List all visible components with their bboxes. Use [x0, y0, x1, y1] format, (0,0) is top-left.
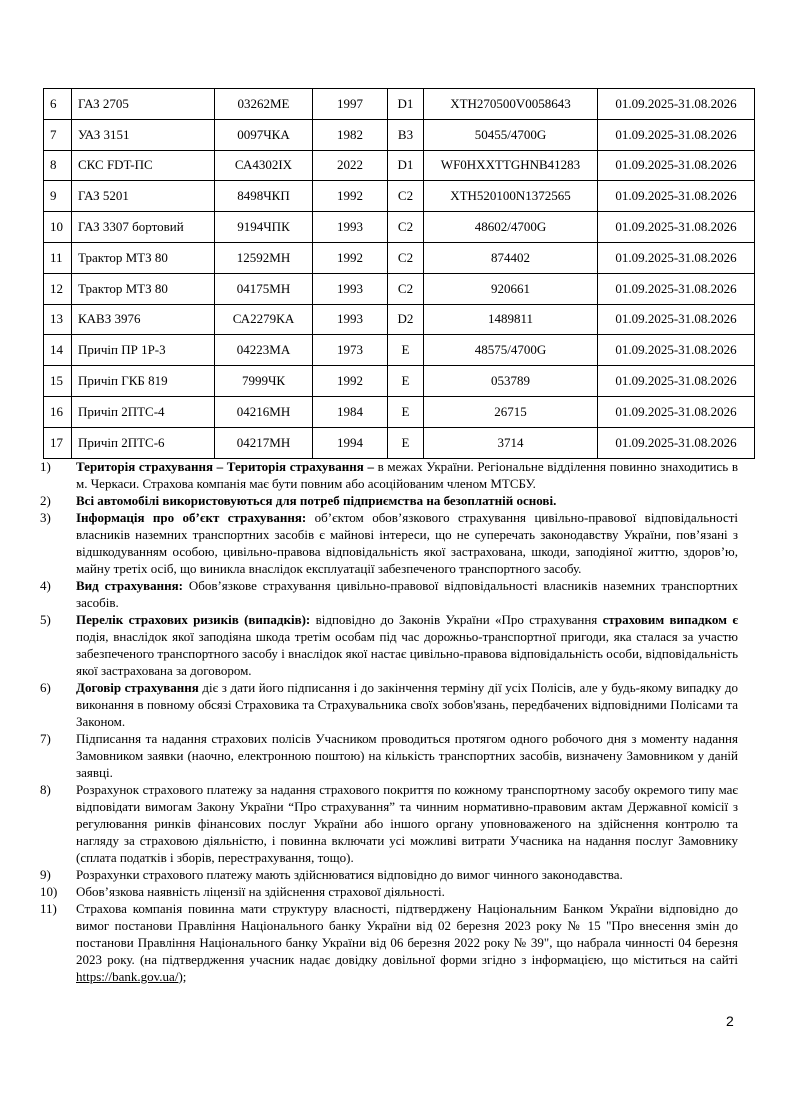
cell-vehicle-name: Причіп 2ПТС-6	[72, 427, 215, 458]
bank-link[interactable]: https://bank.gov.ua/	[76, 969, 179, 984]
note-number: 7)	[40, 731, 51, 746]
cell-plate: 04216МН	[215, 396, 313, 427]
cell-plate: 8498ЧКП	[215, 181, 313, 212]
cell-vehicle-name: ГАЗ 2705	[72, 89, 215, 120]
cell-period: 01.09.2025-31.08.2026	[598, 242, 755, 273]
cell-number: 15	[44, 366, 72, 397]
note-number: 8)	[40, 782, 51, 797]
cell-vin: 053789	[424, 366, 598, 397]
note-heading: Всі автомобілі використовуються для потреб підприємства на безоплатній основі.	[76, 493, 557, 508]
cell-vehicle-name: Причіп ГКБ 819	[72, 366, 215, 397]
table-row	[44, 89, 755, 120]
note-heading: Інформація про об’єкт страхування:	[76, 510, 307, 525]
cell-plate: 0097ЧКА	[215, 119, 313, 150]
note-number: 1)	[40, 459, 51, 474]
cell-category: E	[388, 396, 424, 427]
cell-category: C2	[388, 273, 424, 304]
table-row	[44, 273, 755, 304]
cell-period: 01.09.2025-31.08.2026	[598, 119, 755, 150]
note-text: Обов’язкова наявність ліцензії на здійснення страхової діяльності.	[76, 884, 445, 899]
cell-year: 1997	[313, 89, 388, 120]
cell-vehicle-name: СКС FDT-ПС	[72, 150, 215, 181]
note-text: відповідно до Законів України «Про страхування	[310, 612, 603, 627]
cell-vehicle-name: Трактор МТЗ 80	[72, 242, 215, 273]
note-number: 11)	[40, 901, 57, 916]
cell-vin: XTH520100N1372565	[424, 181, 598, 212]
cell-vin: 920661	[424, 273, 598, 304]
cell-vehicle-name: КАВЗ 3976	[72, 304, 215, 335]
note-text: );	[178, 969, 187, 984]
cell-vehicle-name: Причіп ПР 1Р-3	[72, 335, 215, 366]
note-number: 3)	[40, 510, 51, 525]
cell-category: E	[388, 427, 424, 458]
cell-category: C2	[388, 242, 424, 273]
table-row	[44, 366, 755, 397]
cell-year: 1993	[313, 212, 388, 243]
cell-category: D1	[388, 150, 424, 181]
note-number: 5)	[40, 612, 51, 627]
cell-category: D2	[388, 304, 424, 335]
cell-category: B3	[388, 119, 424, 150]
cell-period: 01.09.2025-31.08.2026	[598, 304, 755, 335]
note-heading: Вид страхування:	[76, 578, 183, 593]
note-text: діє з дати його підписання і до закінчення терміну дії усіх Полісів, але у будь-якому випадку до виконання в повному обсязі Страховика та Страхувальника своїх зобов'язань, передбачених відповідними Полісами та Законом.	[76, 680, 738, 729]
cell-year: 1982	[313, 119, 388, 150]
note-9	[40, 866, 738, 883]
cell-number: 6	[44, 89, 72, 120]
cell-number: 8	[44, 150, 72, 181]
table-row	[44, 181, 755, 212]
note-text: Розрахунки страхового платежу мають здійснюватися відповідно до вимог чинного законодавства.	[76, 867, 623, 882]
table-row	[44, 242, 755, 273]
cell-category: C2	[388, 181, 424, 212]
cell-period: 01.09.2025-31.08.2026	[598, 181, 755, 212]
cell-year: 1994	[313, 427, 388, 458]
cell-category: E	[388, 366, 424, 397]
cell-plate: 9194ЧПК	[215, 212, 313, 243]
vehicle-table	[43, 88, 755, 459]
table-row	[44, 335, 755, 366]
cell-vin: 1489811	[424, 304, 598, 335]
cell-vin: 48575/4700G	[424, 335, 598, 366]
cell-number: 13	[44, 304, 72, 335]
cell-year: 1992	[313, 242, 388, 273]
note-text: Підписання та надання страхових полісів Учасником проводиться протягом одного робочого дня з моменту надання Замовником заявки (наочно, електронною поштою) на кількість транспортних засобів, визначену Замовником у даній заявці.	[76, 731, 738, 780]
cell-plate: 04223МА	[215, 335, 313, 366]
cell-category: C2	[388, 212, 424, 243]
note-emphasis: страховим випадком є	[602, 612, 738, 627]
cell-year: 2022	[313, 150, 388, 181]
table-row	[44, 427, 755, 458]
note-3	[40, 509, 738, 577]
cell-vehicle-name: УАЗ 3151	[72, 119, 215, 150]
cell-number: 14	[44, 335, 72, 366]
table-row	[44, 396, 755, 427]
note-text: Обов’язкове страхування цивільно-правової відповідальності власників наземних транспортних засобів.	[76, 578, 738, 610]
note-number: 2)	[40, 493, 51, 508]
cell-year: 1984	[313, 396, 388, 427]
note-5	[40, 611, 738, 679]
note-text: подія, внаслідок якої заподіяна шкода третім особам під час дорожньо-транспортної пригоди, яка сталася за участю забезпеченого транспортного засобу і внаслідок якої настає цивільно-правова відповідальність особи, відповідальність якої застрахована за договором.	[76, 629, 738, 678]
cell-year: 1992	[313, 366, 388, 397]
table-row	[44, 119, 755, 150]
cell-vin: 48602/4700G	[424, 212, 598, 243]
table-row	[44, 212, 755, 243]
note-heading: Перелік страхових ризиків (випадків):	[76, 612, 311, 627]
cell-vehicle-name: ГАЗ 5201	[72, 181, 215, 212]
note-1	[40, 458, 738, 492]
cell-period: 01.09.2025-31.08.2026	[598, 150, 755, 181]
cell-plate: 03262МЕ	[215, 89, 313, 120]
cell-year: 1993	[313, 304, 388, 335]
note-number: 6)	[40, 680, 51, 695]
cell-year: 1973	[313, 335, 388, 366]
note-8	[40, 781, 738, 866]
cell-period: 01.09.2025-31.08.2026	[598, 273, 755, 304]
note-text: в межах України. Регіональне відділення повинно знаходитись в м. Черкаси. Страхова компанія має бути повним або асоційованим членом МТСБУ.	[76, 459, 738, 491]
cell-vehicle-name: ГАЗ 3307 бортовий	[72, 212, 215, 243]
cell-number: 10	[44, 212, 72, 243]
table-row	[44, 150, 755, 181]
cell-vehicle-name: Причіп 2ПТС-4	[72, 396, 215, 427]
cell-number: 16	[44, 396, 72, 427]
note-text: Розрахунок страхового платежу за надання страхового покриття по кожному транспортному засобу окремого типу має відповідати вимогам Закону України “Про страхування” та чинним нормативно-правовим актам Державної комісії з регулювання ринків фінансових послуг України або іншого органу уповноваженого на здійснення контролю та нагляду за страховою діяльністю, і повинна включати усі можливі витрати Учасника на надання послуг Замовнику (сплата податків і зборів, перестрахування, тощо).	[76, 782, 738, 865]
cell-period: 01.09.2025-31.08.2026	[598, 366, 755, 397]
cell-vin: WF0HXXTTGHNB41283	[424, 150, 598, 181]
cell-plate: 7999ЧК	[215, 366, 313, 397]
table-row	[44, 304, 755, 335]
cell-number: 11	[44, 242, 72, 273]
cell-plate: 12592МН	[215, 242, 313, 273]
note-text: Страхова компанія повинна мати структуру власності, підтверджену Національним Банком України відповідно до вимог постанови Правління Національного банку України від 02 березня 2023 року № 15 "Про внесення змін до постанови Правління Національного банку України від 06 березня 2022 року № 39", що набрала чинності 04 березня 2023 року. (на підтвердження учасник надає довідку довільної форми згідно з інформацією, що міститься на сайті	[76, 901, 738, 967]
note-heading: Договір страхування	[76, 680, 199, 695]
cell-period: 01.09.2025-31.08.2026	[598, 89, 755, 120]
vehicle-table-body	[44, 89, 755, 459]
cell-vin: 874402	[424, 242, 598, 273]
note-heading: Територія страхування – Територія страхування –	[76, 459, 374, 474]
cell-plate: СА2279КА	[215, 304, 313, 335]
page-number: 2	[726, 1013, 734, 1029]
note-6	[40, 679, 738, 730]
cell-period: 01.09.2025-31.08.2026	[598, 396, 755, 427]
cell-category: D1	[388, 89, 424, 120]
note-number: 4)	[40, 578, 51, 593]
cell-period: 01.09.2025-31.08.2026	[598, 427, 755, 458]
note-10	[40, 883, 738, 900]
note-11	[40, 900, 738, 985]
cell-number: 7	[44, 119, 72, 150]
notes-list	[40, 458, 738, 985]
note-7	[40, 730, 738, 781]
cell-plate: 04217МН	[215, 427, 313, 458]
cell-year: 1992	[313, 181, 388, 212]
cell-vin: 50455/4700G	[424, 119, 598, 150]
cell-plate: 04175МН	[215, 273, 313, 304]
cell-vin: XTH270500V0058643	[424, 89, 598, 120]
cell-period: 01.09.2025-31.08.2026	[598, 335, 755, 366]
cell-period: 01.09.2025-31.08.2026	[598, 212, 755, 243]
cell-vin: 3714	[424, 427, 598, 458]
cell-number: 17	[44, 427, 72, 458]
cell-vehicle-name: Трактор МТЗ 80	[72, 273, 215, 304]
cell-category: E	[388, 335, 424, 366]
note-number: 10)	[40, 884, 58, 899]
cell-plate: СА4302IX	[215, 150, 313, 181]
cell-year: 1993	[313, 273, 388, 304]
note-2	[40, 492, 738, 509]
cell-number: 9	[44, 181, 72, 212]
note-4	[40, 577, 738, 611]
note-number: 9)	[40, 867, 51, 882]
note-text: об’єктом обов’язкового страхування цивільно-правової відповідальності власників наземних транспортних засобів є майнові інтереси, що не суперечать законодавству України, пов’язані з відшкодуванням особою, цивільно-правова відповідальність якої застрахована, шкоди, заподіяної життю, здоров’ю, майну третіх осіб, що виникла внаслідок експлуатації забезпеченого транспортного засобу.	[76, 510, 739, 576]
cell-number: 12	[44, 273, 72, 304]
cell-vin: 26715	[424, 396, 598, 427]
